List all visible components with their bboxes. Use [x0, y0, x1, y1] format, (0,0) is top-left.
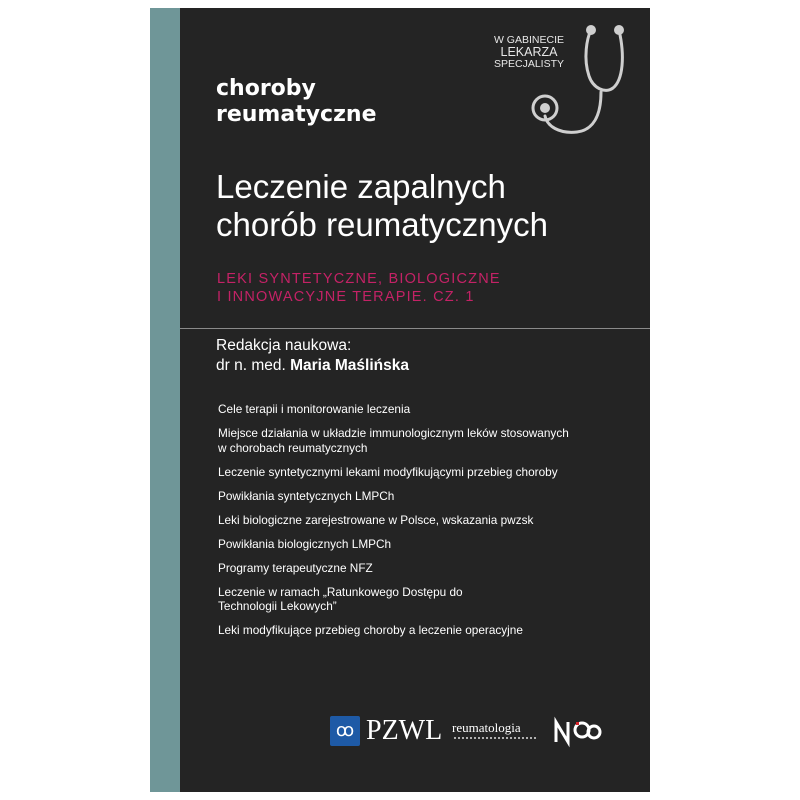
series-name [216, 76, 377, 128]
contents-item-line: Powikłania biologicznych LMPCh [218, 536, 392, 551]
contents-item-line: Leki biologiczne zarejestrowane w Polsce, wskazania pwzsk [218, 512, 534, 527]
editor-line [216, 356, 409, 376]
editor-credit [216, 336, 409, 376]
contents-item [218, 465, 638, 480]
reumatologia-tagline-icon [454, 737, 536, 739]
contents-item-line: Leczenie syntetycznymi lekami modyfikującymi przebieg choroby [218, 464, 558, 479]
contents-item [218, 623, 638, 638]
series-line-2: reumatyczne [216, 102, 377, 127]
pzwl-mark-icon: ꝏ [330, 716, 360, 746]
editor-label: Redakcja naukowa: [216, 337, 352, 354]
title-line-1: Leczenie zapalnych [216, 168, 506, 205]
contents-item [218, 426, 638, 455]
publisher-logos [150, 708, 650, 758]
series-badge [477, 8, 637, 148]
contents-item-line: Leczenie w ramach „Ratunkowego Dostępu do [218, 584, 463, 599]
contents-item-line: Leki modyfikujące przebieg choroby a leczenie operacyjne [218, 623, 523, 637]
contents-item-line: Programy terapeutyczne NFZ [218, 560, 373, 575]
contents-item [218, 585, 638, 614]
subtitle-line-1: LEKI SYNTETYCZNE, BIOLOGICZNE [217, 271, 501, 287]
editor-degree: dr n. med. [216, 357, 286, 374]
contents-item [218, 402, 638, 417]
divider [180, 328, 650, 329]
contents-list [218, 402, 638, 647]
title-line-2: chorób reumatycznych [216, 206, 548, 243]
badge-line-1: W GABINECIE [493, 34, 564, 46]
book-cover [150, 8, 650, 792]
book-subtitle [217, 270, 501, 306]
contents-item [218, 513, 638, 528]
badge-line-3: SPECJALISTY [493, 58, 565, 70]
cover-spine-stripe [150, 8, 180, 792]
pzwl-text: PZWL [366, 715, 443, 746]
contents-item [218, 489, 638, 504]
reumatologia-logo: reumatologia [452, 720, 521, 735]
badge-line-2: LEKARZA [500, 45, 558, 59]
stethoscope-icon [477, 8, 637, 148]
nio-logo-icon [552, 714, 602, 748]
contents-item [218, 561, 638, 576]
contents-item-line: Miejsce działania w układzie immunologicznym leków stosowanych [218, 426, 569, 440]
contents-item-line: Powikłania syntetycznych LMPCh [218, 488, 395, 503]
contents-item [218, 537, 638, 552]
contents-item-line: Cele terapii i monitorowanie leczenia [218, 402, 411, 416]
series-line-1: choroby [216, 76, 316, 101]
book-title [216, 168, 548, 244]
contents-item-line: Technologii Lekowych” [218, 599, 337, 613]
subtitle-line-2: I INNOWACYJNE TERAPIE. CZ. 1 [217, 289, 475, 305]
editor-name: Maria Maślińska [290, 357, 409, 374]
contents-item-line: w chorobach reumatycznych [218, 440, 368, 455]
